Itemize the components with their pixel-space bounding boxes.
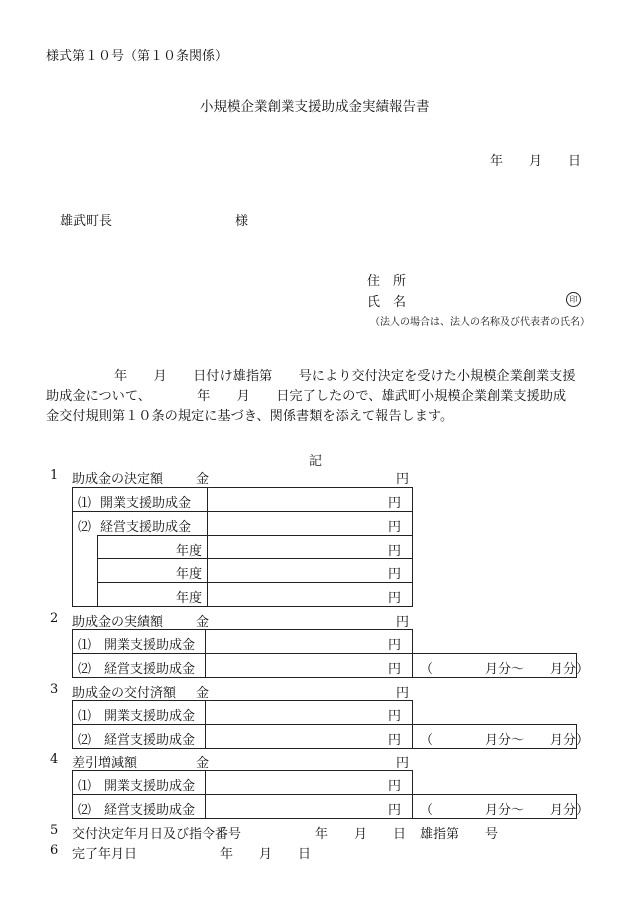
section-1-kin: 金 [196, 472, 210, 487]
s1-open-label: 開業支援助成金 [100, 496, 192, 511]
name-label: 氏 名 [367, 295, 407, 310]
s3-open-yen: 円 [388, 709, 402, 724]
s1-year1-label: 年度 [176, 544, 203, 559]
s4-open-yen: 円 [388, 779, 402, 794]
section-2-yen: 円 [396, 615, 410, 630]
section-4-label: 差引増減額 [72, 756, 138, 771]
s3-manage-yen: 円 [388, 733, 402, 748]
s2-manage-yen: 円 [388, 662, 402, 677]
body-line-1: 年 月 日付け雄指第 号により交付決定を受けた小規模企業創業支援 [114, 369, 576, 384]
s4-manage-yen: 円 [388, 803, 402, 818]
s3-manage-label: 経営支援助成金 [104, 733, 196, 748]
s3-open-num: ⑴ [78, 709, 92, 724]
section-1-yen: 円 [396, 472, 410, 487]
s3-open-label: 開業支援助成金 [104, 709, 196, 724]
s1-year2-yen: 円 [388, 567, 402, 582]
corporation-note: （法人の場合は、法人の名称及び代表者の氏名） [370, 317, 590, 328]
section-3-yen: 円 [396, 686, 410, 701]
s4-manage-num: ⑵ [78, 803, 92, 818]
form-number: 様式第１０号（第１０条関係） [46, 49, 229, 64]
body-line-3: 金交付規則第１０条の規定に基づき、関係書類を添えて報告します。 [46, 409, 454, 424]
section-5-number: 5 [50, 823, 59, 838]
s1-year1-yen: 円 [388, 544, 402, 559]
s4-manage-label: 経営支援助成金 [104, 803, 196, 818]
s1-year3-label: 年度 [176, 591, 203, 606]
section-3-label: 助成金の交付済額 [72, 686, 177, 701]
section-6-number: 6 [50, 843, 59, 858]
s1-year3-yen: 円 [388, 591, 402, 606]
section-3-number: 3 [50, 682, 59, 697]
s2-open-num: ⑴ [78, 638, 92, 653]
seal-mark: 印 [566, 292, 581, 307]
report-date: 年 月 日 [490, 154, 582, 169]
body-line-2: 助成金について、 年 月 日完了したので、雄武町小規模企業創業支援助成 [46, 389, 567, 404]
s2-open-yen: 円 [388, 638, 402, 653]
section-4-number: 4 [50, 752, 59, 767]
document-title: 小規模企業創業支援助成金実績報告書 [200, 99, 430, 115]
section-2-kin: 金 [196, 615, 210, 630]
s2-manage-period: （ 月分～ 月分） [420, 662, 590, 677]
section-5-date: 年 月 日 [315, 827, 407, 842]
section-4-kin: 金 [196, 756, 210, 771]
s4-open-num: ⑴ [78, 779, 92, 794]
s4-open-label: 開業支援助成金 [104, 779, 196, 794]
section-6-date: 年 月 日 [220, 847, 312, 862]
addressee-honorific: 様 [235, 214, 249, 229]
section-4-yen: 円 [396, 756, 410, 771]
s1-manage-yen: 円 [388, 520, 402, 535]
section-5-order: 雄指第 号 [420, 827, 499, 842]
s1-open-num: ⑴ [78, 496, 92, 511]
s1-open-yen: 円 [388, 496, 402, 511]
s3-manage-num: ⑵ [78, 733, 92, 748]
body-paragraph [46, 367, 586, 427]
section-5-label: 交付決定年月日及び指令番号 [72, 827, 242, 842]
addressee-name: 雄武町長 [60, 214, 113, 229]
s1-year2-label: 年度 [176, 567, 203, 582]
address-label: 住 所 [367, 274, 407, 289]
s4-manage-period: （ 月分～ 月分） [420, 803, 590, 818]
section-1-number: 1 [50, 468, 59, 483]
s1-manage-num: ⑵ [78, 520, 92, 535]
s3-manage-period: （ 月分～ 月分） [420, 733, 590, 748]
section-3-kin: 金 [196, 686, 210, 701]
s2-open-label: 開業支援助成金 [104, 638, 196, 653]
ki-heading: 記 [309, 454, 323, 469]
s2-manage-num: ⑵ [78, 662, 92, 677]
s2-manage-label: 経営支援助成金 [104, 662, 196, 677]
section-1-label: 助成金の決定額 [72, 472, 164, 487]
section-2-number: 2 [50, 611, 59, 626]
section-2-label: 助成金の実績額 [72, 615, 164, 630]
s1-manage-label: 経営支援助成金 [100, 520, 192, 535]
section-6-label: 完了年月日 [72, 847, 138, 862]
